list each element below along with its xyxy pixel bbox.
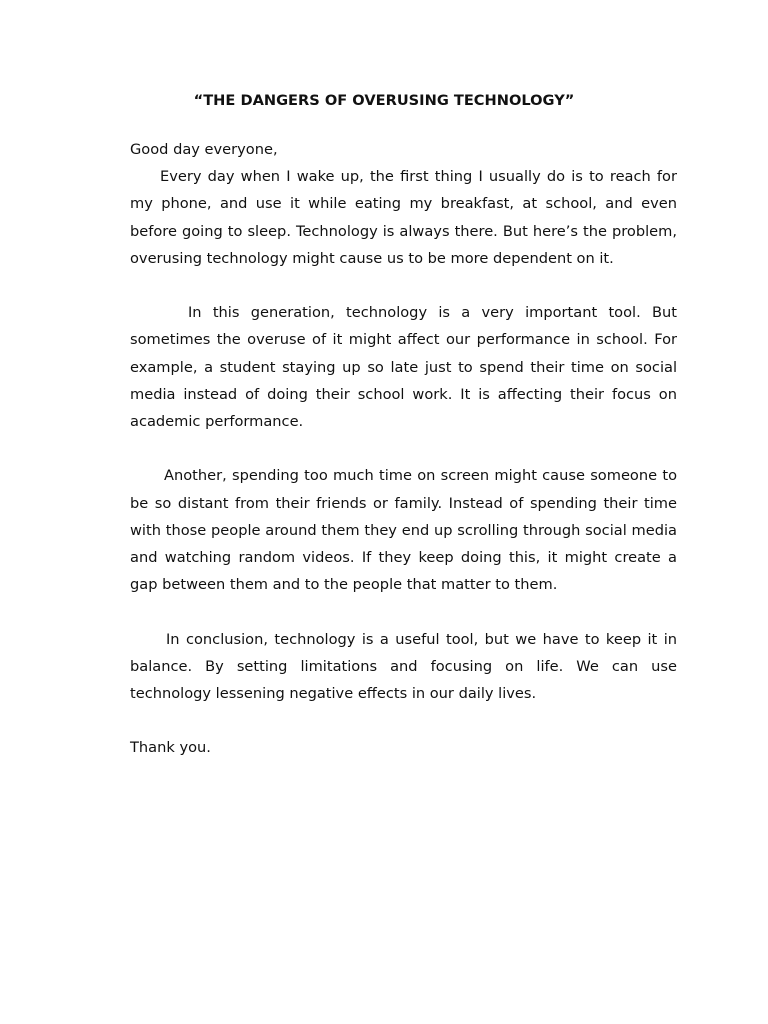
paragraph-spacer [130, 435, 677, 462]
speech-body [130, 136, 677, 762]
greeting-line: Good day everyone, [130, 141, 278, 158]
paragraph-spacer [130, 707, 677, 734]
closing-line: Thank you. [130, 739, 211, 757]
paragraph-spacer [130, 598, 677, 625]
document-title: “THE DANGERS OF OVERUSING TECHNOLOGY” [193, 92, 575, 109]
paragraph-spacer [130, 272, 677, 299]
paragraph-1: Every day when I wake up, the first thing I usually do is to reach for my phone, and use it while eating my breakfast, at school, and even before going to sleep. Technology is always there. But here’s the problem, overusing technology might cause us to be more dependent on it. [130, 168, 677, 267]
paragraph-2: In this generation, technology is a very important tool. But sometimes the overuse of it might affect our performance in school. For example, a student staying up so late just to spend their time on social media instead of doing their school work. It is affecting their focus on academic performance. [130, 304, 677, 431]
paragraph-3: Another, spending too much time on screen might cause someone to be so distant from their friends or family. Instead of spending their time with those people around them they end up scrolling through social media and watching random videos. If they keep doing this, it might create a gap between them and to the people that matter to them. [130, 467, 677, 594]
paragraph-4: In conclusion, technology is a useful tool, but we have to keep it in balance. By setting limitations and focusing on life. We can use technology lessening negative effects in our daily lives. [130, 630, 677, 703]
